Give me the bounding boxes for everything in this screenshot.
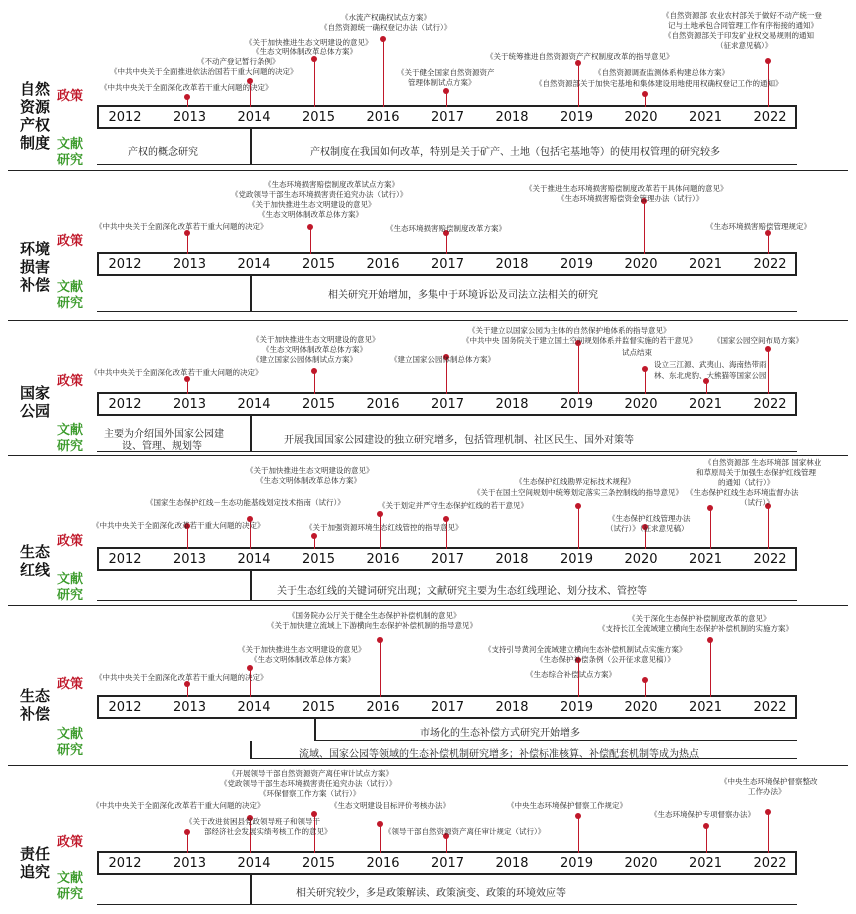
policy-event: 《生态文明建设目标评价考核办法》 — [330, 801, 450, 810]
year-label: 2017 — [430, 700, 465, 715]
policy-event: 《关于加快推进生态文明建设的意见》 — [238, 645, 366, 654]
section-property-rights — [0, 0, 856, 170]
year-label: 2016 — [366, 552, 400, 567]
policy-event: 工作办法》 — [748, 787, 786, 796]
section-ecological-compensation — [0, 605, 856, 765]
year-label: 2019 — [559, 856, 594, 871]
year-label: 2022 — [753, 110, 787, 125]
year-label: 2022 — [753, 552, 787, 567]
policy-event: 《中共中央关于全面深化改革若干重大问题的决定》 — [92, 521, 265, 530]
policy-event: 《自然资源调查监测体系构建总体方案》 — [594, 68, 729, 77]
policy-event: 《党政领导干部生态环境损害责任追究办法（试行）》 — [231, 190, 408, 199]
year-label: 2012 — [108, 257, 142, 272]
policy-event: 《建立国家公园体制总体方案》 — [390, 355, 495, 364]
year-label: 2021 — [688, 257, 723, 272]
year-label: 2020 — [624, 700, 658, 715]
policy-event: 《关于加快推进生态文明建设的意见》 — [246, 466, 374, 475]
year-label: 2022 — [753, 397, 787, 412]
literature-text: 设、管理、规划等 — [122, 441, 202, 452]
policy-event: 和草原局关于加强生态保护红线管理 — [696, 468, 816, 477]
year-label: 2017 — [430, 397, 465, 412]
policy-event: 《生态环境损害赔偿制度改革试点方案》 — [264, 180, 399, 189]
policy-event: 《生态环境损害赔偿制度改革方案》 — [386, 224, 506, 233]
section-environmental-damage — [0, 170, 856, 320]
year-label: 2015 — [301, 397, 336, 412]
year-label: 2021 — [688, 110, 723, 125]
year-label: 2018 — [495, 110, 529, 125]
policy-event: 《关于加快推进生态文明建设的意见》 — [252, 335, 380, 344]
timeline-bar — [97, 851, 797, 875]
literature-text: 市场化的生态补偿方式研究开始增多 — [420, 728, 580, 739]
policy-event: 《自然资源部关于加快宅基地和集体建设用地使用权确权登记工作的通知》 — [535, 79, 783, 88]
policy-event: 林、东北虎豹、大熊猫等国家公园 — [654, 371, 767, 380]
year-label: 2012 — [108, 700, 142, 715]
year-label: 2016 — [366, 856, 400, 871]
policy-event: 《关于加快推进生态文明建设的意见》 — [245, 38, 373, 47]
literature-text: 开展我国国家公园建设的独立研究增多，包括管理机制、社区民生、国外对策等 — [284, 435, 634, 446]
year-label: 2017 — [430, 856, 465, 871]
literature-label: 文献 研究 — [57, 871, 84, 902]
policy-event: 《关于加快推进生态文明建设的意见》 — [248, 200, 376, 209]
year-label: 2017 — [430, 257, 465, 272]
policy-event: 《自然资源部 农业农村部关于做好不动产统一登 — [662, 11, 822, 20]
year-label: 2012 — [108, 856, 142, 871]
policy-event: 《关于推进生态环境损害赔偿制度改革若干具体问题的意见》 — [525, 184, 728, 193]
literature-text: 相关研究开始增加，多集中于环境诉讼及司法立法相关的研究 — [328, 290, 598, 301]
year-label: 2013 — [172, 110, 207, 125]
policy-event: 《生态保护红线管理办法 — [608, 514, 691, 523]
policy-event: 《生态保护红线生态环境监督办法 — [686, 488, 799, 497]
year-label: 2019 — [559, 257, 594, 272]
policy-event: 《国家公园空间布局方案》 — [713, 336, 803, 345]
literature-text: 主要为介绍国外国家公园建 — [104, 429, 224, 440]
year-label: 2014 — [237, 257, 271, 272]
policy-event: 《中共中央关于全面深化改革若干重大问题的决定》 — [95, 673, 268, 682]
policy-event: 《关于划定并严守生态保护红线的若干意见》 — [378, 501, 528, 510]
year-label: 2013 — [172, 700, 207, 715]
section-title: 生态 红线 — [20, 543, 51, 579]
policy-event: 《关于改进贫困县党政领导班子和领导干 — [185, 817, 320, 826]
year-label: 2016 — [366, 700, 400, 715]
year-label: 2021 — [688, 700, 723, 715]
section-title: 自然 资源 产权 制度 — [20, 80, 51, 152]
year-label: 2018 — [495, 856, 529, 871]
policy-event: 《中央生态环境保护督察整改 — [720, 777, 818, 786]
policy-event: 部经济社会发展实绩考核工作的意见》 — [204, 827, 332, 836]
policy-event: 《建立国家公园体制试点方案》 — [252, 355, 357, 364]
policy-label: 政策 — [57, 374, 84, 389]
year-label: 2014 — [237, 552, 271, 567]
literature-label: 文献 研究 — [57, 137, 84, 168]
policy-event: 《生态环境损害赔偿资金管理办法（试行）》 — [557, 194, 704, 203]
year-label: 2021 — [688, 397, 723, 412]
year-label: 2022 — [753, 700, 787, 715]
section-national-park — [0, 320, 856, 455]
year-label: 2020 — [624, 110, 658, 125]
policy-event: 《不动产登记暂行条例》 — [197, 57, 280, 66]
policy-event: （征求意见稿）》 — [716, 41, 773, 50]
year-label: 2013 — [172, 856, 207, 871]
section-title: 国家 公园 — [20, 384, 51, 420]
policy-event: 试点结束 — [622, 348, 652, 357]
year-label: 2012 — [108, 552, 142, 567]
policy-event: 的通知（试行）》 — [718, 478, 775, 487]
year-label: 2016 — [366, 397, 400, 412]
policy-event: 《生态保护红线勘界定标技术规程》 — [515, 477, 635, 486]
policy-event: 《中共中央关于全面推进依法治国若干重大问题的决定》 — [110, 67, 298, 76]
timeline-bar — [97, 547, 797, 571]
year-label: 2021 — [688, 552, 723, 567]
timeline-bar — [97, 105, 797, 129]
policy-event: 《关于统筹推进自然资源资产产权制度改革的指导意见》 — [486, 52, 674, 61]
policy-event: 《关于深化生态保护补偿制度改革的意见》 — [628, 614, 771, 623]
year-label: 2012 — [108, 110, 142, 125]
policy-event: 《生态文明体制改革总体方案》 — [262, 345, 367, 354]
timeline-bar — [97, 695, 797, 719]
policy-label: 政策 — [57, 835, 84, 850]
policy-event: 《领导干部自然资源资产离任审计规定（试行）》 — [384, 827, 546, 836]
timeline-bar — [97, 252, 797, 276]
policy-event: 《自然资源部 生态环境部 国家林业 — [704, 458, 822, 467]
literature-text: 产权制度在我国如何改革，特别是关于矿产、土地（包括宅基地等）的使用权管理的研究较多 — [310, 147, 720, 158]
literature-text: 流域、国家公园等领域的生态补偿机制研究增多；补偿标准核算、补偿配套机制等成为热点 — [299, 749, 699, 760]
literature-text: 产权的概念研究 — [128, 147, 198, 158]
section-title: 环境 损害 补偿 — [20, 240, 51, 294]
policy-label: 政策 — [57, 677, 84, 692]
year-label: 2014 — [237, 397, 271, 412]
year-label: 2015 — [301, 552, 336, 567]
policy-event: （试行）》（征求意见稿） — [606, 524, 689, 533]
year-label: 2017 — [430, 552, 465, 567]
policy-event: 《水流产权确权试点方案》 — [341, 13, 431, 22]
literature-text: 相关研究较少，多是政策解读、政策演变、政策的环境效应等 — [296, 888, 566, 899]
year-label: 2013 — [172, 552, 207, 567]
policy-event: 《中共中央关于全面深化改革若干重大问题的决定》 — [95, 222, 268, 231]
policy-event: 记与土地承包合同管理工作有序衔接的通知》 — [668, 21, 818, 30]
policy-event: 《关于建立以国家公园为主体的自然保护地体系的指导意见》 — [468, 326, 671, 335]
year-label: 2015 — [301, 856, 336, 871]
year-label: 2018 — [495, 397, 529, 412]
year-label: 2018 — [495, 552, 529, 567]
year-label: 2020 — [624, 552, 658, 567]
year-label: 2014 — [237, 700, 271, 715]
year-label: 2020 — [624, 397, 658, 412]
year-label: 2020 — [624, 856, 658, 871]
literature-text: 关于生态红线的关键词研究出现；文献研究主要为生态红线理论、划分技术、管控等 — [277, 586, 647, 597]
year-label: 2022 — [753, 856, 787, 871]
year-label: 2018 — [495, 257, 529, 272]
year-label: 2016 — [366, 257, 400, 272]
timeline-bar — [97, 392, 797, 416]
policy-event: 管理体制试点方案》 — [408, 78, 476, 87]
year-label: 2018 — [495, 700, 529, 715]
literature-label: 文献 研究 — [57, 423, 84, 454]
section-title: 生态 补偿 — [20, 687, 51, 723]
literature-label: 文献 研究 — [57, 572, 84, 603]
year-label: 2015 — [301, 700, 336, 715]
policy-event: （试行）》 — [740, 498, 774, 507]
section-title: 责任 追究 — [20, 845, 51, 881]
year-label: 2013 — [172, 257, 207, 272]
policy-event: 《自然资源统一确权登记办法（试行）》 — [320, 23, 452, 32]
policy-event: 《国务院办公厅关于健全生态保护补偿机制的意见》 — [288, 611, 461, 620]
year-label: 2015 — [301, 110, 336, 125]
year-label: 2019 — [559, 552, 594, 567]
policy-event: 《生态环境保护专项督察办法》 — [650, 810, 755, 819]
year-label: 2016 — [366, 110, 400, 125]
policy-event: 《中共中央 国务院关于建立国土空间规划体系并监督实施的若干意见》 — [462, 336, 697, 345]
year-label: 2020 — [624, 257, 658, 272]
policy-event: 《生态文明体制改革总体方案》 — [258, 210, 363, 219]
year-label: 2019 — [559, 397, 594, 412]
policy-event: 《国家生态保护红线－生态功能基线划定技术指南（试行）》 — [146, 498, 345, 507]
policy-event: 《生态环境损害赔偿管理规定》 — [706, 222, 811, 231]
policy-event: 《生态文明体制改革总体方案》 — [256, 476, 361, 485]
policy-event: 《开展领导干部自然资源资产离任审计试点方案》 — [228, 769, 393, 778]
policy-label: 政策 — [57, 89, 84, 104]
policy-event: 《生态文明体制改革总体方案》 — [252, 47, 357, 56]
year-label: 2014 — [237, 856, 271, 871]
policy-event: 《支持引导黄河全流域建立横向生态补偿机制试点实施方案》 — [484, 645, 687, 654]
year-label: 2013 — [172, 397, 207, 412]
year-label: 2012 — [108, 397, 142, 412]
policy-event: 《关于加快建立流域上下游横向生态保护补偿机制的指导意见》 — [267, 621, 477, 630]
policy-event: 《中央生态环境保护督察工作规定》 — [507, 801, 627, 810]
year-label: 2019 — [559, 700, 594, 715]
policy-event: 《生态综合补偿试点方案》 — [526, 670, 616, 679]
section-ecological-redline — [0, 455, 856, 605]
policy-event: 《自然资源部关于印发矿业权交易规则的通知 — [664, 31, 814, 40]
literature-label: 文献 研究 — [57, 280, 84, 311]
policy-event: 《生态保护补偿条例（公开征求意见稿）》 — [536, 655, 675, 664]
literature-label: 文献 研究 — [57, 727, 84, 758]
year-label: 2015 — [301, 257, 336, 272]
policy-event: 《关于加强资源环境生态红线管控的指导意见》 — [305, 523, 463, 532]
policy-event: 《关于在国土空间规划中统筹划定落实三条控制线的指导意见》 — [473, 488, 683, 497]
year-label: 2021 — [688, 856, 723, 871]
policy-event: 《党政领导干部生态环境损害责任追究办法（试行）》 — [220, 779, 397, 788]
policy-event: 《中共中央关于全面深化改革若干重大问题的决定》 — [92, 801, 265, 810]
policy-event: 《支持长江全流域建立横向生态保护补偿机制的实施方案》 — [598, 624, 793, 633]
policy-event: 《生态文明体制改革总体方案》 — [250, 655, 355, 664]
policy-event: 《环保督察工作方案（试行）》 — [259, 789, 361, 798]
policy-label: 政策 — [57, 534, 84, 549]
year-label: 2017 — [430, 110, 465, 125]
policy-event: 设立三江源、武夷山、海南热带雨 — [654, 360, 767, 369]
year-label: 2019 — [559, 110, 594, 125]
policy-event: 《中共中央关于全面深化改革若干重大问题的决定》 — [90, 368, 263, 377]
year-label: 2022 — [753, 257, 787, 272]
year-label: 2014 — [237, 110, 271, 125]
section-accountability — [0, 765, 856, 914]
policy-event: 《关于健全国家自然资源资产 — [397, 68, 495, 77]
policy-label: 政策 — [57, 234, 84, 249]
policy-event: 《中共中央关于全面深化改革若干重大问题的决定》 — [100, 83, 273, 92]
